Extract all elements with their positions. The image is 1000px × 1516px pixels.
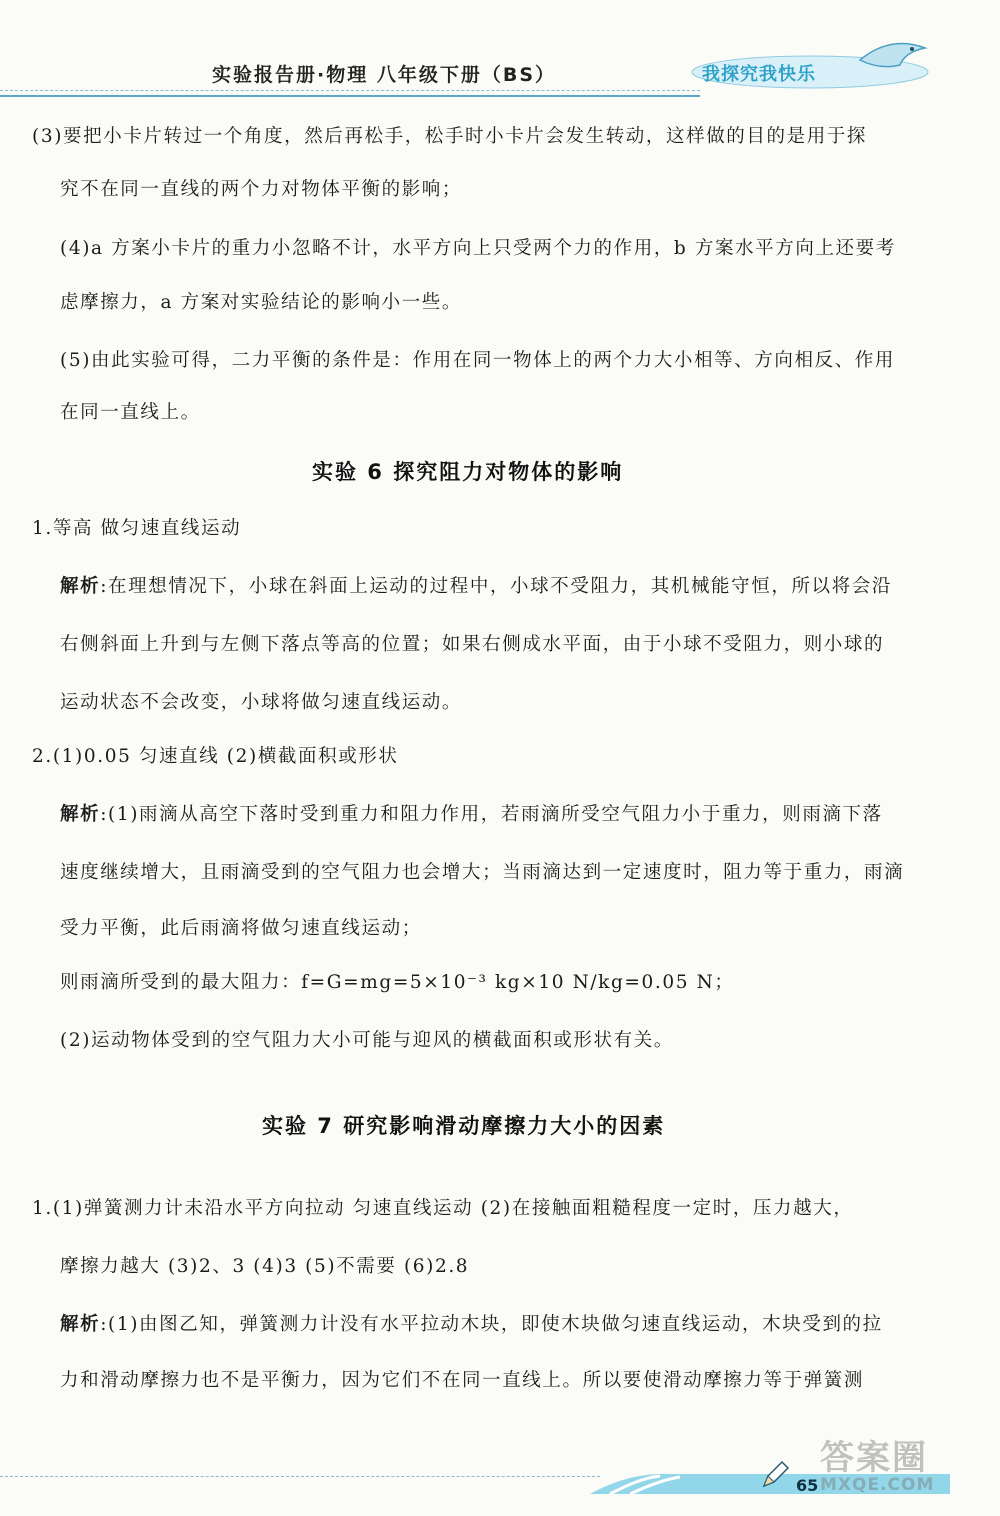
explanation-line: (2)运动物体受到的空气阻力大小可能与迎风的横截面积或形状有关。 [60, 1030, 674, 1051]
pencil-icon [760, 1460, 790, 1490]
series-logo [690, 30, 930, 100]
section-heading-7: 实验 7 研究影响滑动摩擦力大小的因素 [262, 1114, 666, 1138]
answer-line: 1.等高 做匀速直线运动 [32, 518, 242, 539]
logo-text: 我探究我快乐 [702, 64, 816, 85]
watermark-main: 答案圈 [820, 1438, 928, 1478]
explanation-line: 解析:在理想情况下，小球在斜面上运动的过程中，小球不受阻力，其机械能守恒，所以将会沿 [60, 576, 892, 597]
explanation-line: 右侧斜面上升到与左侧下落点等高的位置；如果右侧成水平面，由于小球不受阻力，则小球的 [60, 634, 885, 655]
section-heading-6: 实验 6 探究阻力对物体的影响 [312, 460, 624, 484]
page-header [0, 0, 1000, 100]
paragraph-line: (3)要把小卡片转过一个角度，然后再松手，松手时小卡片会发生转动，这样做的目的是用于探 [32, 126, 868, 147]
answer-line: 1.(1)弹簧测力计未沿水平方向拉动 匀速直线运动 (2)在接触面粗糙程度一定时，压力越大， [32, 1198, 854, 1219]
paragraph-line: 在同一直线上。 [60, 402, 201, 423]
formula-line: 则雨滴所受到的最大阻力：f=G=mg=5×10⁻³ kg×10 N/kg=0.05 N； [60, 972, 735, 993]
paragraph-line: 虑摩擦力，a 方案对实验结论的影响小一些。 [60, 292, 463, 313]
explanation-label: 解析 [60, 804, 101, 825]
page-number: 65 [796, 1476, 819, 1495]
answer-line: 摩擦力越大 (3)2、3 (4)3 (5)不需要 (6)2.8 [60, 1256, 470, 1277]
paragraph-line: (4)a 方案小卡片的重力小忽略不计，水平方向上只受两个力的作用，b 方案水平方向上还要考 [60, 238, 896, 259]
book-title: 实验报告册·物理 八年级下册（BS） [212, 64, 556, 86]
explanation-label: 解析 [60, 576, 101, 597]
explanation-line: 解析:(1)雨滴从高空下落时受到重力和阻力作用，若雨滴所受空气阻力小于重力，则雨滴下落 [60, 804, 883, 825]
explanation-line: 运动状态不会改变，小球将做匀速直线运动。 [60, 692, 463, 713]
explanation-line: 速度继续增大，且雨滴受到的空气阻力也会增大；当雨滴达到一定速度时，阻力等于重力，雨滴 [60, 862, 905, 883]
paragraph-line: 究不在同一直线的两个力对物体平衡的影响； [60, 179, 463, 200]
watermark-url: MXQE.COM [820, 1475, 935, 1495]
explanation-label: 解析 [60, 1314, 101, 1335]
explanation-line: 受力平衡，此后雨滴将做匀速直线运动； [60, 918, 422, 939]
explanation-line: 力和滑动摩擦力也不是平衡力，因为它们不在同一直线上。所以要使滑动摩擦力等于弹簧测 [60, 1370, 865, 1391]
paragraph-line: (5)由此实验可得，二力平衡的条件是：作用在同一物体上的两个力大小相等、方向相反、作用 [60, 350, 896, 371]
watermark [820, 1430, 934, 1495]
answer-line: 2.(1)0.05 匀速直线 (2)横截面积或形状 [32, 746, 399, 767]
footer-divider-dashed [0, 1476, 600, 1477]
explanation-line: 解析:(1)由图乙知，弹簧测力计没有水平拉动木块，即使木块做匀速直线运动，木块受到的拉 [60, 1314, 883, 1335]
header-divider [0, 95, 700, 97]
header-divider-dashed [0, 90, 700, 91]
